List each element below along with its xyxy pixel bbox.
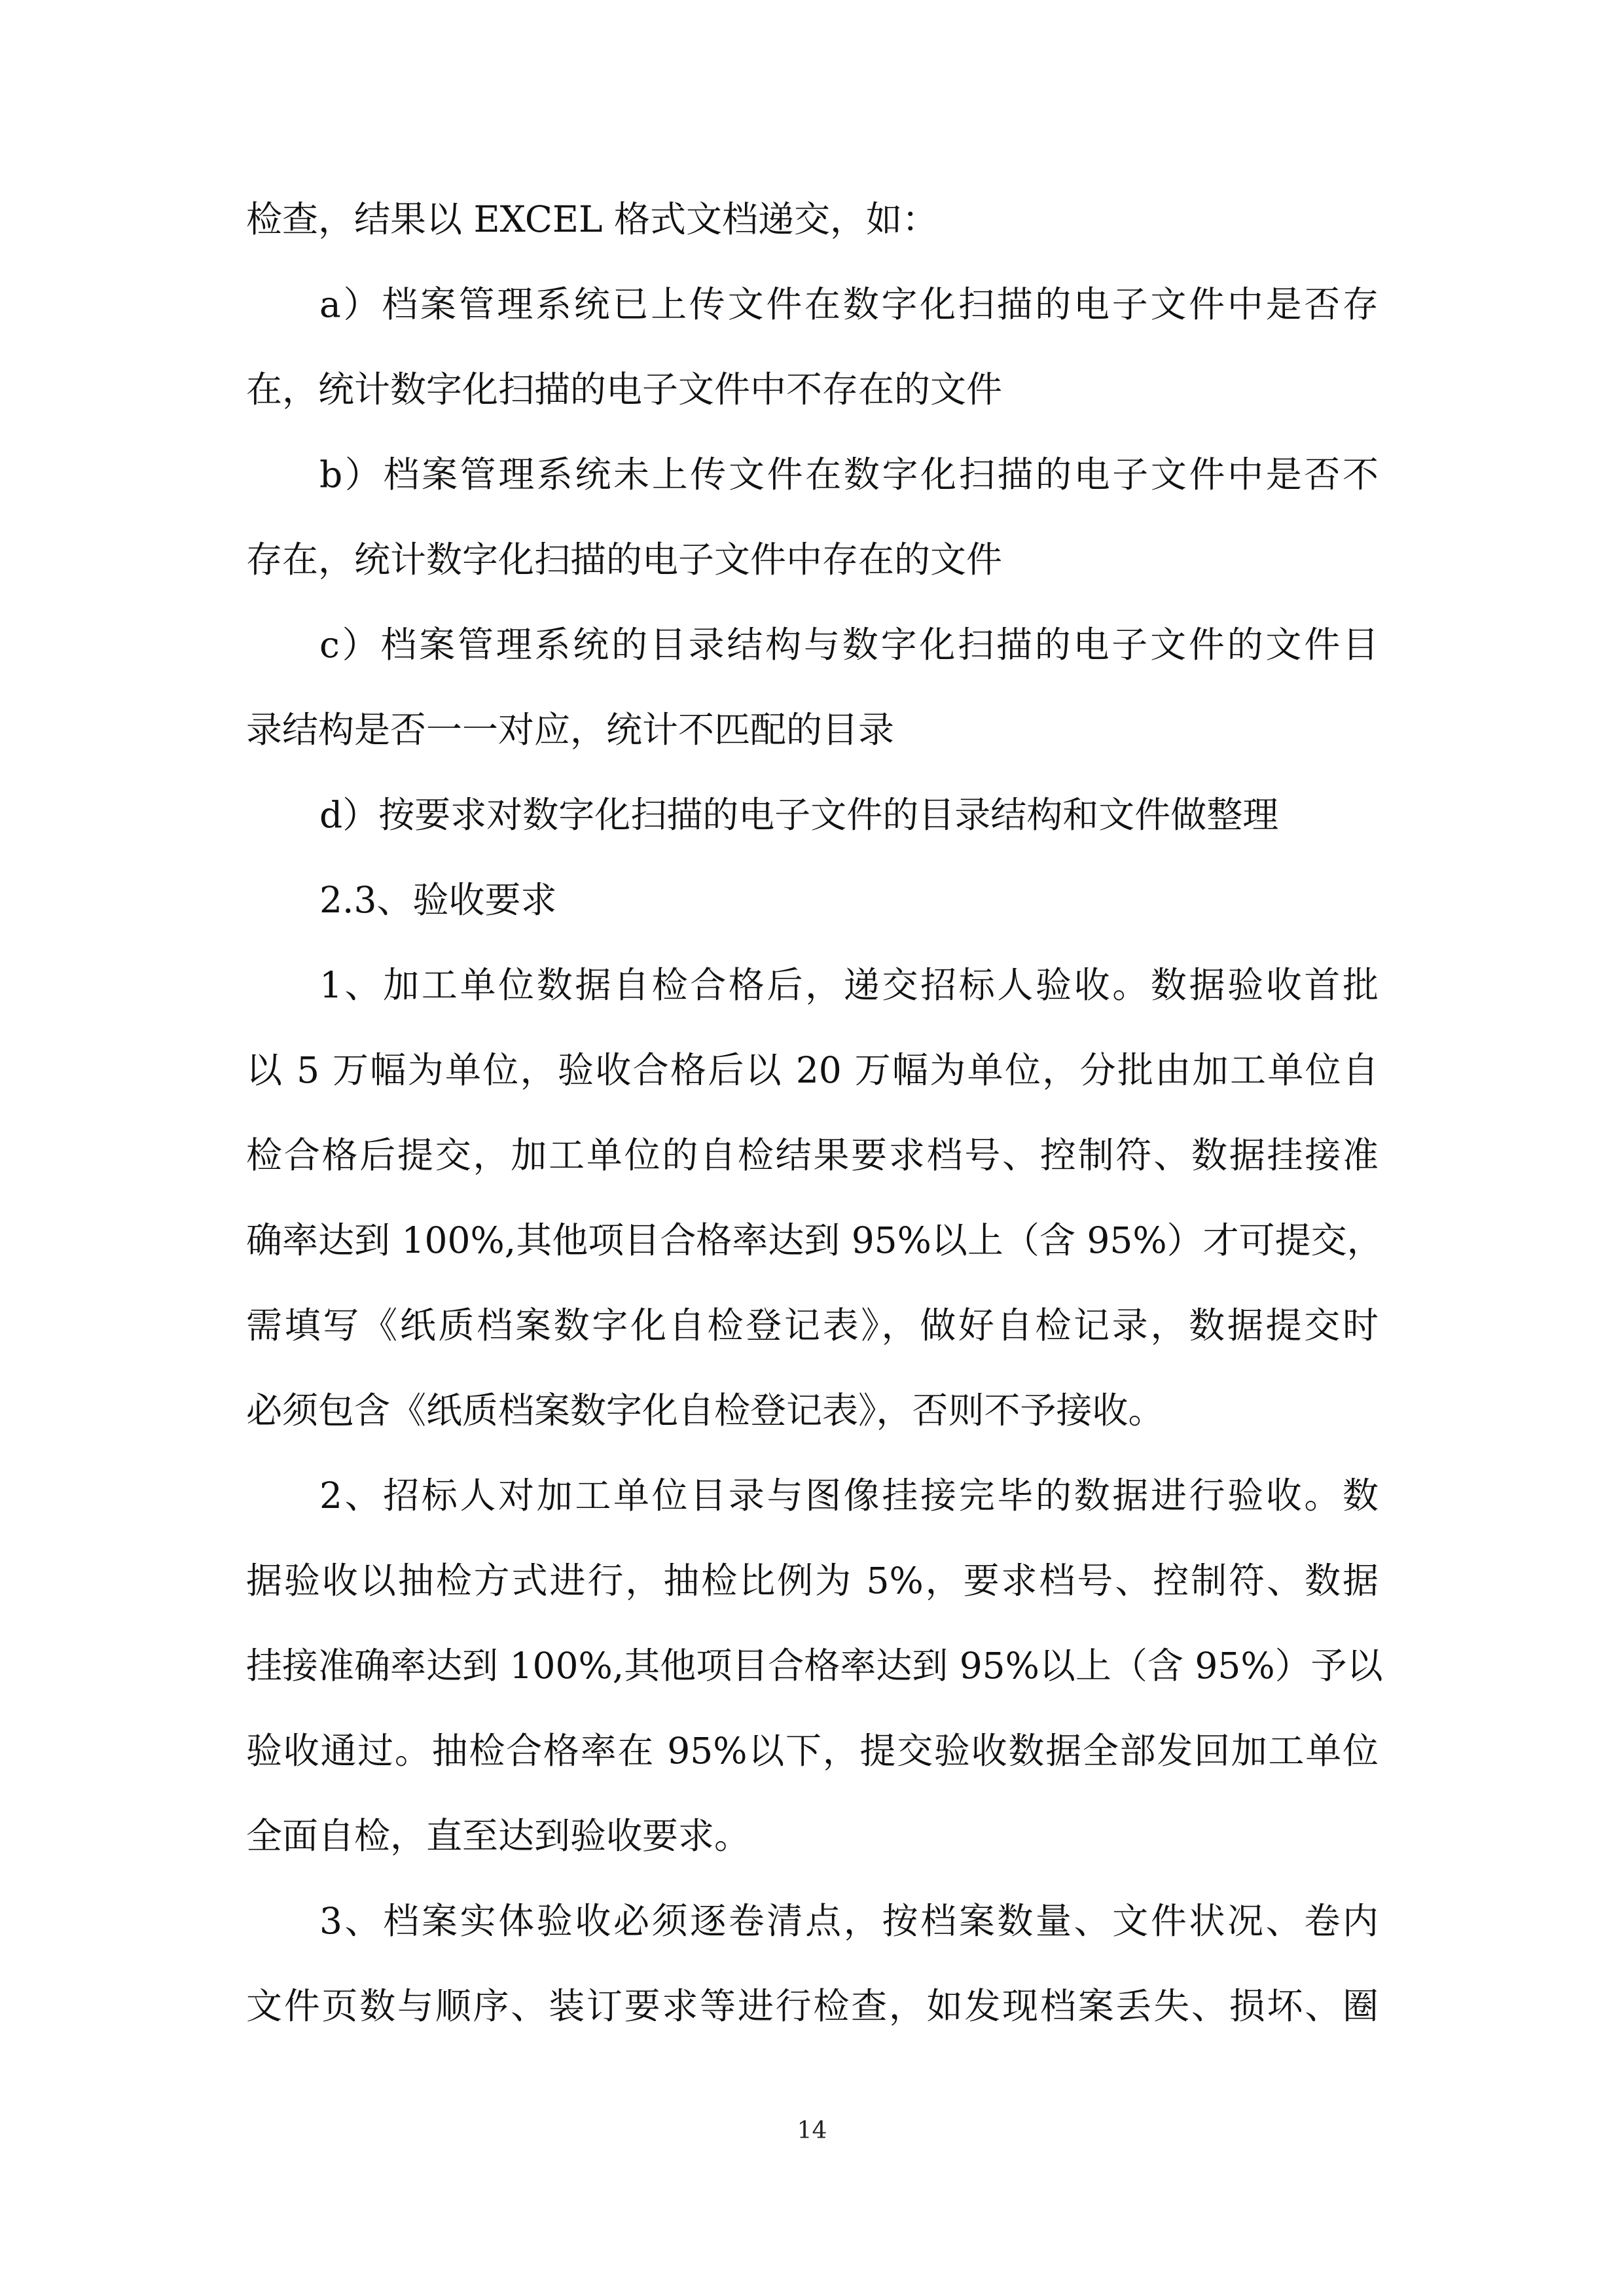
text-line-4: b）档案管理系统未上传文件在数字化扫描的电子文件中是否不 — [319, 454, 1379, 495]
text-line-12: 检合格后提交，加工单位的自检结果要求档号、控制符、数据挂接准 — [246, 1134, 1379, 1176]
text-line-21: 3、档案实体验收必须逐卷清点，按档案数量、文件状况、卷内 — [319, 1900, 1379, 1942]
text-line-20: 全面自检，直至达到验收要求。 — [246, 1815, 751, 1857]
text-line-18: 挂接准确率达到 100%,其他项目合格率达到 95%以上（含 95%）予以 — [246, 1645, 1383, 1687]
text-line-19: 验收通过。抽检合格率在 95%以下，提交验收数据全部发回加工单位 — [246, 1730, 1379, 1772]
text-line-22: 文件页数与顺序、装订要求等进行检查，如发现档案丢失、损坏、圈 — [246, 1985, 1379, 2027]
text-line-13: 确率达到 100%,其他项目合格率达到 95%以上（含 95%）才可提交， — [246, 1219, 1383, 1261]
text-line-2: a）档案管理系统已上传文件在数字化扫描的电子文件中是否存 — [319, 283, 1379, 325]
text-line-7: 录结构是否一一对应，统计不匹配的目录 — [246, 709, 895, 751]
section-heading: 2.3、验收要求 — [319, 879, 557, 921]
text-line-10: 1、加工单位数据自检合格后，递交招标人验收。数据验收首批 — [319, 964, 1379, 1006]
text-line-8: d）按要求对数字化扫描的电子文件的目录结构和文件做整理 — [319, 794, 1279, 836]
text-line-1: 检查，结果以 EXCEL 格式文档递交，如： — [246, 198, 939, 240]
text-line-17: 据验收以抽检方式进行，抽检比例为 5%，要求档号、控制符、数据 — [246, 1560, 1379, 1602]
text-line-15: 必须包含《纸质档案数字化自检登记表》，否则不予接收。 — [246, 1390, 1164, 1431]
text-line-11: 以 5 万幅为单位，验收合格后以 20 万幅为单位，分批由加工单位自 — [246, 1049, 1379, 1091]
text-line-3: 在，统计数字化扫描的电子文件中不存在的文件 — [246, 368, 1003, 410]
text-line-16: 2、招标人对加工单位目录与图像挂接完毕的数据进行验收。数 — [319, 1475, 1379, 1516]
text-line-6: c）档案管理系统的目录结构与数字化扫描的电子文件的文件目 — [319, 624, 1379, 666]
page-number: 14 — [797, 2117, 827, 2144]
text-line-14: 需填写《纸质档案数字化自检登记表》，做好自检记录，数据提交时 — [246, 1304, 1379, 1346]
text-line-5: 存在，统计数字化扫描的电子文件中存在的文件 — [246, 539, 1003, 581]
